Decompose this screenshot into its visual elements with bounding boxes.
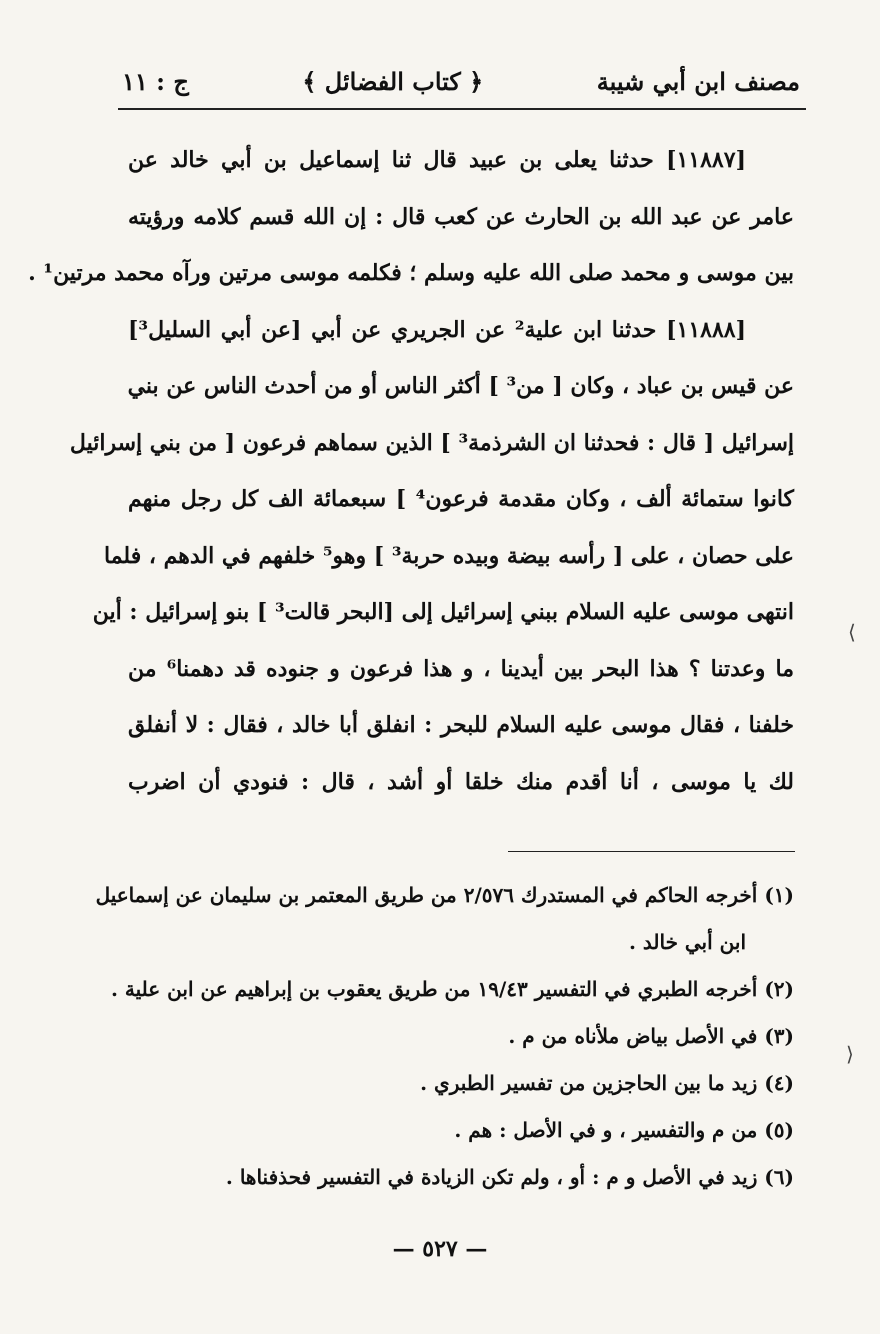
volume-number: ج : ١١	[122, 66, 189, 96]
header-divider	[118, 108, 806, 110]
margin-bracket-mark: ⟨	[846, 1042, 854, 1066]
text-line: ما وعدتنا ؟ هذا البحر بين أيدينا ، و هذا فرعون و جنوده قد دهمنا⁶ من	[128, 655, 794, 682]
text-line: عامر عن عبد الله بن الحارث عن كعب قال : إن الله قسم كلامه ورؤيته	[128, 203, 794, 230]
footnote: (٦) زيد في الأصل و م : أو ، ولم تكن الزيادة في التفسير فحذفناها .	[225, 1165, 794, 1189]
text-line: إسرائيل [ قال : فحدثنا ان الشرذمة³ ] الذين سماهم فرعون [ من بني إسرائيل	[69, 429, 794, 456]
running-header	[122, 62, 804, 100]
footnote-continuation: ابن أبي خالد .	[628, 930, 746, 954]
text-line: بين موسى و محمد صلى الله عليه وسلم ؛ فكلمه موسى مرتين ورآه محمد مرتين¹ .	[28, 260, 794, 286]
page-number: — ٥٢٧ —	[392, 1236, 488, 1262]
chapter-title: ﴿ كتاب الفضائل ﴾	[302, 66, 484, 96]
text-line: [١١٨٨٨] حدثنا ابن علية² عن الجريري عن أبي [عن أبي السليل³]	[128, 316, 747, 343]
footnote: (١) أخرجه الحاكم في المستدرك ٢/٥٧٦ من طريق المعتمر بن سليمان عن إسماعيل	[95, 883, 794, 907]
footnote: (٥) من م والتفسير ، و في الأصل : هم .	[454, 1118, 794, 1142]
book-title: مصنف ابن أبي شيبة	[596, 66, 800, 96]
text-line: خلفنا ، فقال موسى عليه السلام للبحر : انفلق أبا خالد ، فقال : لا أنفلق	[128, 712, 794, 738]
footnote: (٣) في الأصل بياض ملأناه من م .	[508, 1024, 794, 1048]
footnote: (٢) أخرجه الطبري في التفسير ١٩/٤٣ من طريق يعقوب بن إبراهيم عن ابن علية .	[110, 977, 794, 1001]
footnote: (٤) زيد ما بين الحاجزين من تفسير الطبري .	[420, 1071, 794, 1095]
text-line: لك يا موسى ، أنا أقدم منك خلقا أو أشد ، قال : فنودي أن اضرب	[128, 768, 794, 795]
text-line: عن قيس بن عباد ، وكان [ من³ ] أكثر الناس أو من أحدث الناس عن بني	[127, 373, 794, 399]
footnotes	[95, 872, 794, 1201]
footnote-divider	[508, 851, 795, 852]
text-line: كانوا ستمائة ألف ، وكان مقدمة فرعون⁴ ] سبعمائة الف كل رجل منهم	[128, 486, 795, 512]
text-line: انتهى موسى عليه السلام ببني إسرائيل إلى [البحر قالت³ ] بنو إسرائيل : أين	[92, 599, 794, 625]
main-text	[28, 132, 795, 810]
text-line: على حصان ، على [ رأسه بيضة وبيده حربة³ ] وهو⁵ خلفهم في الدهم ، فلما	[103, 542, 794, 569]
text-line: [١١٨٨٧] حدثنا يعلى بن عبيد قال ثنا إسماعيل بن أبي خالد عن	[128, 147, 746, 173]
margin-bracket-mark: ⟩	[848, 620, 856, 644]
